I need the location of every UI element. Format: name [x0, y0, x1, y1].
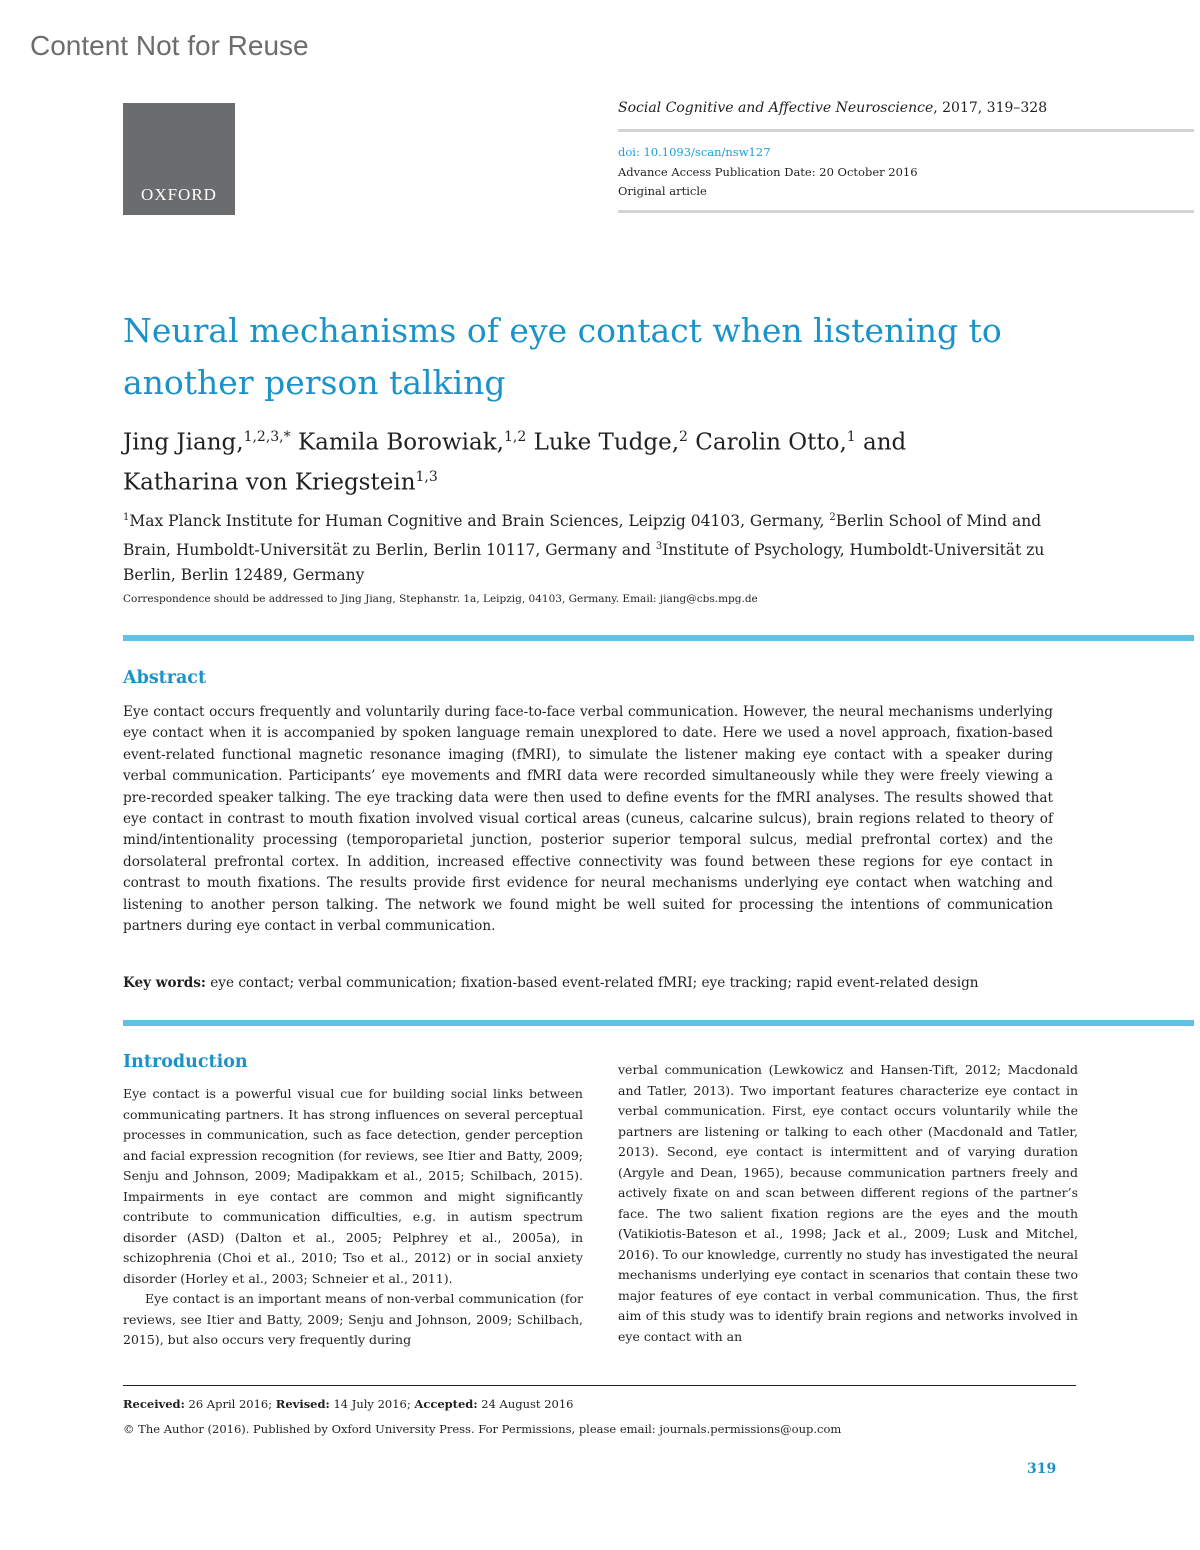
author-list: Jing Jiang,$^{1,2,3,*}$ Kamila Borowiak,$^{1,2}$ Luke Tudge,$^2$ Carolin Otto,$^1$ and Katharina von Kriegstein$^{1,3}$: [123, 429, 907, 496]
publisher-logo: [123, 103, 235, 215]
abstract-rule-bottom: [123, 1020, 1194, 1026]
affiliation-text: Berlin School of Mind and Brain, Humboldt-Universität zu Berlin, Berlin 10117, Germany and: [123, 512, 1042, 560]
affiliation-text: Max Planck Institute for Human Cognitive and Brain Sciences, Leipzig 04103, Germany,: [129, 512, 830, 531]
revised-date: 14 July 2016;: [329, 1397, 415, 1411]
correspondence: Correspondence should be addressed to Jing Jiang, Stephanstr. 1a, Leipzig, 04103, Germany. Email: jiang@cbs.mpg.de: [123, 593, 758, 605]
keywords-label: Key words:: [123, 975, 206, 991]
accepted-date: 24 August 2016: [477, 1397, 574, 1411]
dates-line: [123, 1397, 573, 1411]
affiliation-marker: 1: [123, 512, 130, 523]
journal-name: Social Cognitive and Affective Neuroscience: [618, 100, 934, 116]
keywords-list: eye contact; verbal communication; fixation-based event-related fMRI; eye tracking; rapid event-related design: [205, 975, 979, 991]
intro-column-left: [123, 1084, 583, 1351]
intro-column-right: [618, 1060, 1078, 1347]
journal-citation: [618, 100, 1047, 116]
intro-paragraph-1: Eye contact is a powerful visual cue for building social links between communicating partners. It has strong influences on several perceptual processes in communication, such as face detection, gender perception and facial expression recognition (for reviews, see Itier and Batty, 2009; Senju and Johnson, 2009; Madipakkam et al., 2015; Schilbach, 2015). Impairments in eye contact are common and might significantly contribute to communication difficulties, e.g. in autism spectrum disorder (ASD) (Dalton et al., 2005; Pelphrey et al., 2005a), in schizophrenia (Choi et al., 2010; Tso et al., 2012) or in social anxiety disorder (Horley et al., 2003; Schneier et al., 2011).: [123, 1086, 583, 1286]
author-name: Katharina von Kriegstein: [123, 469, 416, 496]
affiliations: [123, 505, 1073, 588]
received-date: 26 April 2016;: [184, 1397, 276, 1411]
author-affiliation-marker: 1,2,3,*: [243, 429, 291, 445]
article-type: Original article: [618, 184, 707, 198]
watermark: Content Not for Reuse: [30, 30, 309, 61]
abstract-rule-top: [123, 635, 1194, 641]
article-title: Neural mechanisms of eye contact when listening to another person talking: [123, 311, 1002, 402]
author-name: Carolin Otto,: [695, 429, 847, 456]
intro-paragraph-3: verbal communication (Lewkowicz and Hansen-Tift, 2012; Macdonald and Tatler, 2013). Two important features characterize eye contact in verbal communication. First, eye contact occurs voluntarily while the partners are listening or talking to each other (Macdonald and Tatler, 2013). Second, eye contact is intermittent and of varying duration (Argyle and Dean, 1965), because communication partners freely and actively fixate on and scan between different regions of the partner’s face. The two salient fixation regions are the eyes and the mouth (Vatikiotis-Bateson et al., 1998; Jack et al., 2009; Lusk and Mitchel, 2016). To our knowledge, currently no study has investigated the neural mechanisms underlying eye contact in scenarios that contain these two major features of eye contact in verbal communication. Thus, the first aim of this study was to identify brain regions and networks involved in eye contact with an: [618, 1062, 1078, 1344]
received-label: Received:: [123, 1397, 185, 1411]
introduction-heading: Introduction: [123, 1052, 248, 1072]
header-rule-bottom: [618, 210, 1194, 213]
journal-pages: , 2017, 319–328: [933, 100, 1048, 116]
abstract-text: Eye contact occurs frequently and voluntarily during face-to-face verbal communication. However, the neural mechanisms underlying eye contact when it is accompanied by spoken language remain unexplored to date. Here we used a novel approach, fixation-based event-related functional magnetic resonance imaging (fMRI), to simulate the listener making eye contact with a speaker during verbal communication. Participants’ eye movements and fMRI data were recorded simultaneously while they were freely viewing a pre-recorded speaker talking. The eye tracking data were then used to define events for the fMRI analyses. The results showed that eye contact in contrast to mouth fixation involved visual cortical areas (cuneus, calcarine sulcus), brain regions related to theory of mind/intentionality processing (temporoparietal junction, posterior superior temporal sulcus, medial prefrontal cortex) and the dorsolateral prefrontal cortex. In addition, increased effective connectivity was found between these regions for eye contact in contrast to mouth fixations. The results provide first evidence for neural mechanisms underlying eye contact when watching and listening to another person talking. The network we found might be well suited for processing the intentions of communication partners during eye contact in verbal communication.: [123, 704, 1053, 935]
affiliation-text: Institute of Psychology, Humboldt-Universität zu Berlin, Berlin 12489, Germany: [123, 541, 1045, 585]
author-affiliation-marker: 2: [679, 429, 688, 445]
author-name: Luke Tudge,: [533, 429, 680, 456]
keywords: [123, 975, 979, 991]
author-affiliation-marker: 1,2: [504, 429, 527, 445]
intro-paragraph-2: Eye contact is an important means of non-verbal communication (for reviews, see Itier and Batty, 2009; Senju and Johnson, 2009; Schilbach, 2015), but also occurs very frequently during: [123, 1291, 583, 1347]
abstract-heading: Abstract: [123, 668, 207, 688]
author-name: Jing Jiang,: [123, 429, 244, 456]
logo-text: OXFORD: [141, 185, 217, 204]
page-number: 319: [1027, 1461, 1057, 1477]
affiliation-marker: 3: [655, 541, 663, 553]
affiliation-marker: 2: [829, 512, 836, 523]
footer-rule: [123, 1385, 1076, 1386]
author-name: Kamila Borowiak,: [297, 429, 504, 456]
author-affiliation-marker: 1,3: [415, 468, 438, 485]
doi-link[interactable]: doi: 10.1093/scan/nsw127: [618, 145, 771, 159]
header-rule-top: [618, 129, 1194, 132]
accepted-label: Accepted:: [414, 1397, 478, 1411]
revised-label: Revised:: [275, 1397, 330, 1411]
copyright-line: © The Author (2016). Published by Oxford University Press. For Permissions, please email: journals.permissions@oup.com: [123, 1422, 842, 1436]
advance-access-date: Advance Access Publication Date: 20 October 2016: [618, 165, 918, 179]
author-affiliation-marker: 1: [846, 429, 856, 445]
